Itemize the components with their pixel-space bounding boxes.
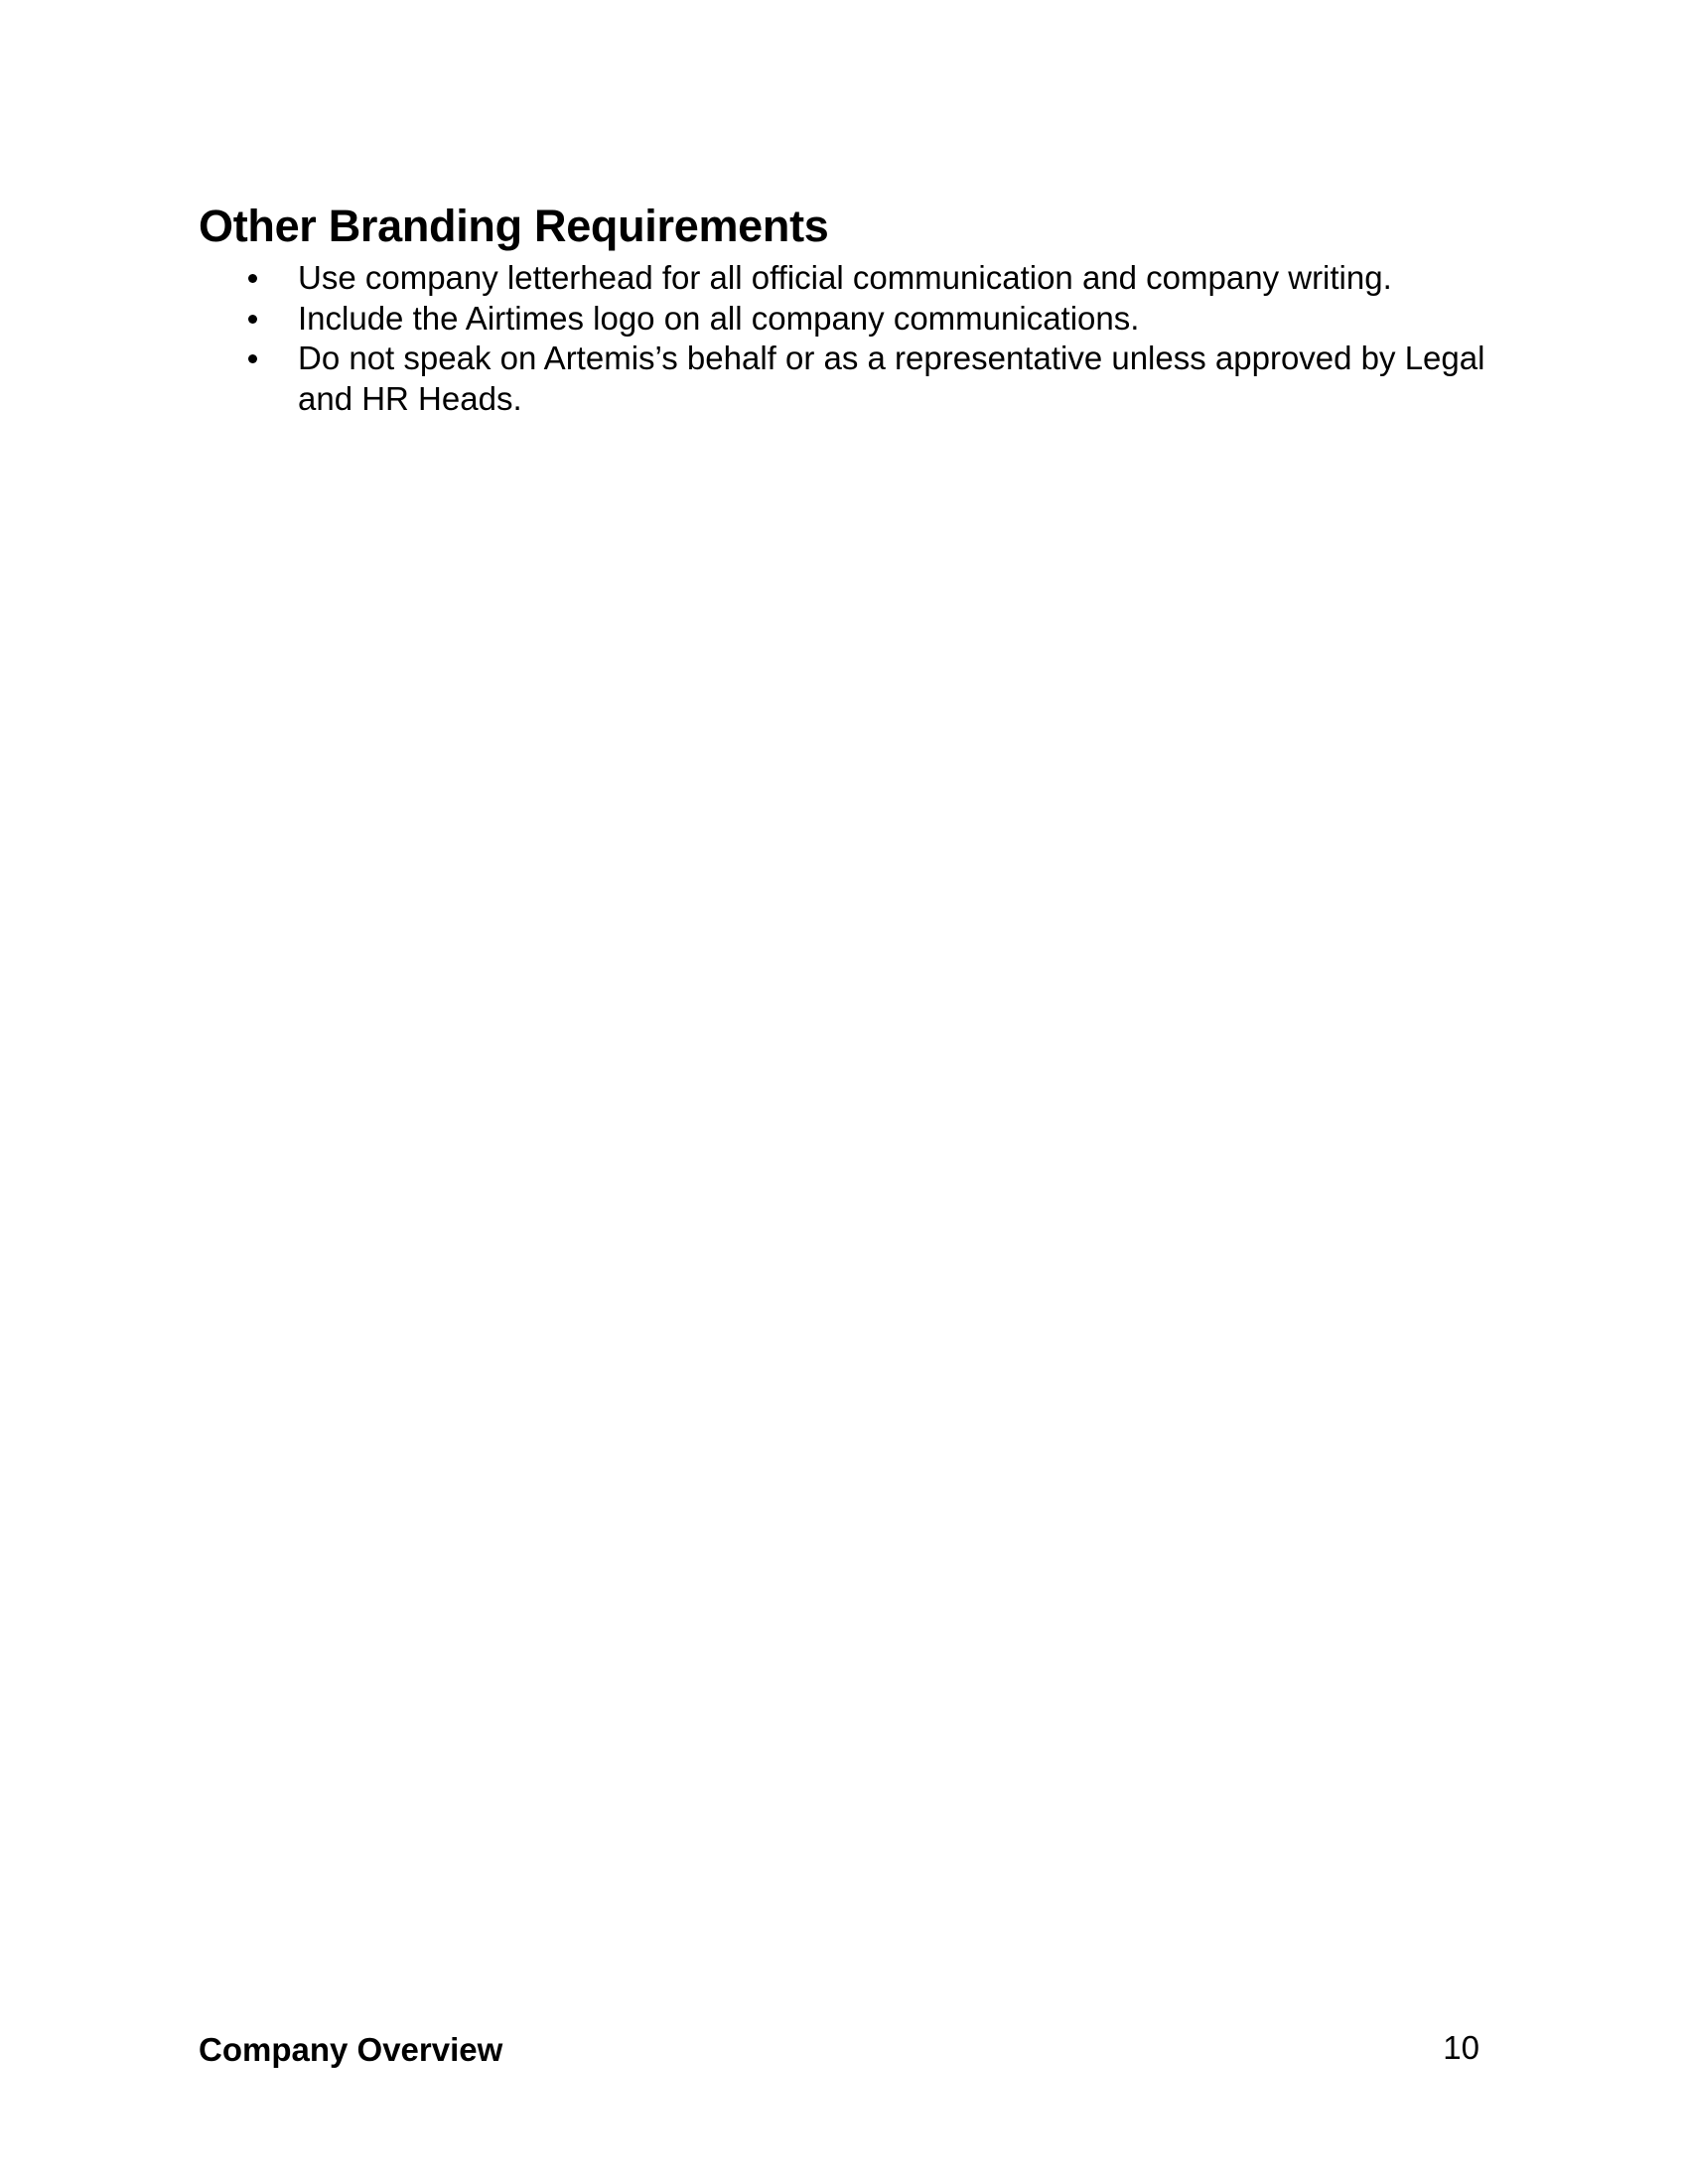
bullet-icon bbox=[248, 354, 257, 363]
list-item-text: Do not speak on Artemis’s behalf or as a representative unless approved by Legal and HR Heads. bbox=[298, 340, 1485, 417]
page-number: 10 bbox=[1443, 2029, 1479, 2066]
requirements-list bbox=[248, 258, 1489, 419]
section-heading: Other Branding Requirements bbox=[199, 201, 829, 251]
footer-title: Company Overview bbox=[199, 2031, 503, 2068]
list-item-text: Use company letterhead for all official communication and company writing. bbox=[298, 259, 1392, 296]
list-item bbox=[248, 339, 1489, 419]
bullet-icon bbox=[248, 274, 257, 283]
list-item-text: Include the Airtimes logo on all company communications. bbox=[298, 299, 1140, 337]
list-item bbox=[248, 258, 1489, 299]
list-item bbox=[248, 299, 1489, 340]
bullet-icon bbox=[248, 315, 257, 324]
